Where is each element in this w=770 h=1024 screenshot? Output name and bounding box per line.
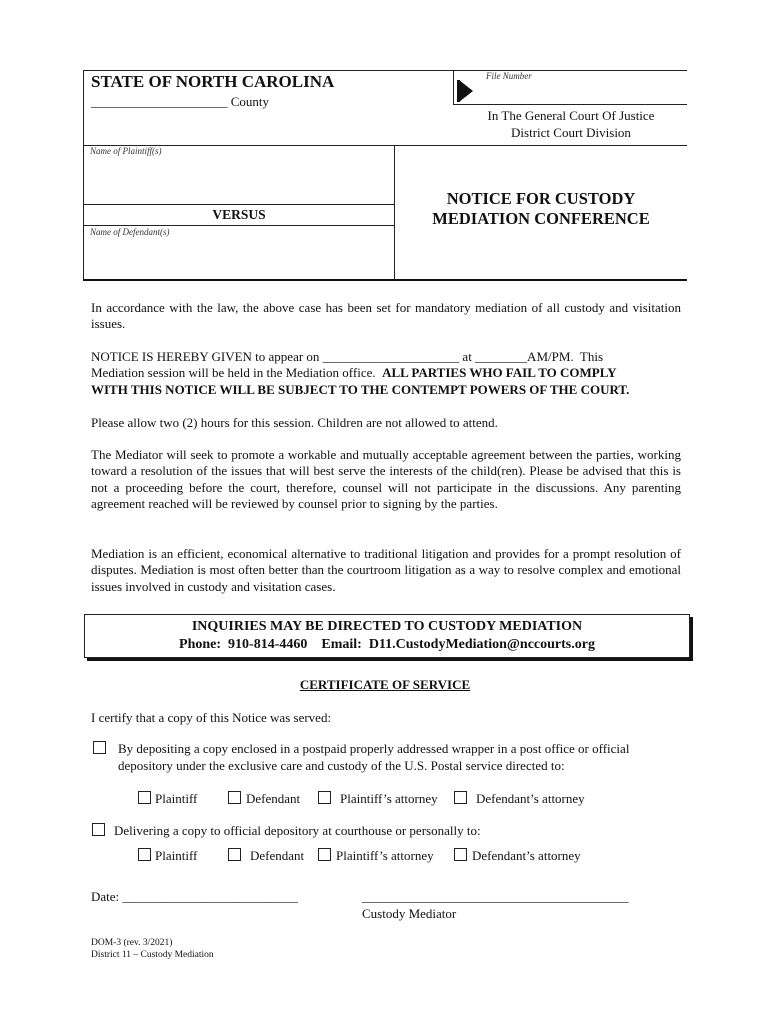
notice-line-3: WITH THIS NOTICE WILL BE SUBJECT TO THE CONTEMPT POWERS OF THE COURT. (91, 381, 630, 397)
file-number-label: File Number (486, 71, 532, 81)
mail-plaintiff-label: Plaintiff (155, 791, 198, 806)
notice-line-2-normal: Mediation session will be held in the Mediation office. (91, 365, 383, 381)
certificate-intro: I certify that a copy of this Notice was served: (91, 710, 332, 725)
delivery-defendant-attorney-label: Defendant’s attorney (472, 848, 581, 863)
header-bottom-rule (83, 279, 687, 281)
form-id: DOM-3 (rev. 3/2021) (91, 938, 173, 948)
delivery-plaintiff-attorney-checkbox[interactable] (318, 848, 331, 861)
mediator-signature-line[interactable]: _________________________________________ (362, 889, 629, 904)
court-line-1: In The General Court Of Justice (487, 108, 655, 123)
versus-bottom-rule (83, 225, 394, 226)
delivery-plaintiff-label: Plaintiff (155, 848, 198, 863)
mail-plaintiff-attorney-label: Plaintiff’s attorney (340, 791, 438, 806)
option-mail-line-1: By depositing a copy enclosed in a postpaid properly addressed wrapper in a post office or official (118, 741, 630, 756)
arrow-marker-icon (459, 80, 473, 102)
option-mail-line-2: depository under the exclusive care and custody of the U.S. Postal service directed to: (118, 758, 565, 773)
plaintiff-name-field[interactable] (88, 160, 388, 200)
delivery-plaintiff-attorney-label: Plaintiff’s attorney (336, 848, 434, 863)
inquiries-heading: INQUIRIES MAY BE DIRECTED TO CUSTODY MEDIATION (191, 619, 583, 634)
defendant-name-field[interactable] (88, 240, 388, 276)
paragraph-session-length: Please allow two (2) hours for this session. Children are not allowed to attend. (91, 415, 498, 430)
option-mail-checkbox[interactable] (93, 741, 106, 754)
delivery-defendant-checkbox[interactable] (228, 848, 241, 861)
paragraph-notice (91, 349, 681, 398)
mail-plaintiff-attorney-checkbox[interactable] (318, 791, 331, 804)
versus-top-rule (83, 204, 394, 205)
notice-title-line-2: MEDIATION CONFERENCE (432, 209, 650, 228)
delivery-defendant-attorney-checkbox[interactable] (454, 848, 467, 861)
notice-title-line-1: NOTICE FOR CUSTODY (446, 189, 636, 208)
inquiries-box (84, 614, 690, 658)
inquiries-contact: Phone: 910-814-4460 Email: D11.CustodyMediation@nccourts.org (179, 637, 595, 652)
header-top-rule (83, 70, 687, 71)
notice-line-2 (91, 365, 681, 381)
county-field[interactable]: _____________________ County (91, 94, 270, 109)
state-heading: STATE OF NORTH CAROLINA (91, 72, 335, 91)
paragraph-mediation-benefits: Mediation is an efficient, economical alternative to traditional litigation and provides for a prompt resolution of disputes. Mediation is most often better than the courtroom litigation as a way to resolve complex and emotional issues involved in custody and visitation cases. (91, 546, 681, 594)
mediator-label: Custody Mediator (362, 906, 457, 921)
certificate-title: CERTIFICATE OF SERVICE (299, 677, 471, 692)
header-mid-rule (83, 145, 687, 146)
notice-line-2-bold: ALL PARTIES WHO FAIL TO COMPLY (382, 365, 617, 381)
file-number-box-bottom (453, 104, 687, 105)
mail-defendant-label: Defendant (246, 791, 301, 806)
file-number-field[interactable] (480, 82, 680, 102)
option-delivery-label: Delivering a copy to official depository at courthouse or personally to: (114, 823, 481, 838)
mail-defendant-attorney-checkbox[interactable] (454, 791, 467, 804)
defendant-label: Name of Defendant(s) (90, 227, 170, 237)
plaintiff-label: Name of Plaintiff(s) (90, 146, 162, 156)
paragraph-mediator-role: The Mediator will seek to promote a workable and mutually acceptable agreement between the parties, working toward a resolution of the issues that will best serve the interests of the child(ren). Please be advised that this is not a proceeding before the court, therefore, counsel will not participate in the discussions. Any parenting agreement reached will be reviewed by counsel prior to signing by the parties. (91, 447, 681, 511)
mail-plaintiff-checkbox[interactable] (138, 791, 151, 804)
district-label: District 11 – Custody Mediation (91, 950, 214, 960)
mail-defendant-attorney-label: Defendant’s attorney (476, 791, 585, 806)
mail-defendant-checkbox[interactable] (228, 791, 241, 804)
notice-line-1: NOTICE IS HEREBY GIVEN to appear on _____________________ at ________AM/PM. This (91, 349, 604, 364)
header-left-rule (83, 70, 84, 280)
court-line-2: District Court Division (511, 125, 631, 140)
file-number-box-left (453, 70, 454, 105)
date-field[interactable]: Date: ___________________________ (91, 889, 298, 904)
delivery-plaintiff-checkbox[interactable] (138, 848, 151, 861)
option-delivery-checkbox[interactable] (92, 823, 105, 836)
paragraph-mandatory-mediation: In accordance with the law, the above case has been set for mandatory mediation of all custody and visitation issues. (91, 300, 681, 332)
versus-label: VERSUS (212, 207, 266, 222)
delivery-defendant-label: Defendant (250, 848, 305, 863)
